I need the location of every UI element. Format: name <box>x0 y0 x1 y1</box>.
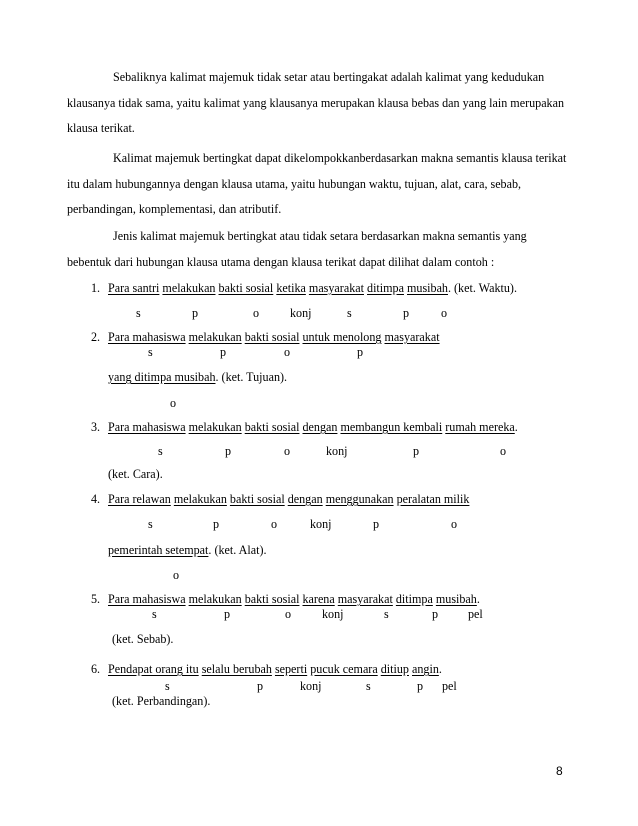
example-number: 2. <box>91 330 101 344</box>
grammatical-role-label: s <box>148 345 153 359</box>
underlined-constituent: seperti <box>274 662 308 676</box>
underlined-constituent: pemerintah setempat <box>108 543 209 557</box>
underlined-constituent: ditiup <box>380 662 409 676</box>
grammatical-role-label: o <box>284 345 291 359</box>
underlined-constituent: membangun kembali <box>340 420 443 434</box>
paragraph-2: Kalimat majemuk bertingkat dapat dikelompokkanberdasarkan makna semantis klausa terikat itu dalam hubungannya dengan klausa utama, yaitu hubungan waktu, tujuan, alat, cara, sebab, perbandingan, komplementasi, dan atributif. <box>67 151 567 216</box>
grammatical-role-label: s <box>158 444 163 458</box>
underlined-constituent: masyarakat <box>384 330 440 344</box>
example-sentence-line <box>108 420 518 435</box>
grammatical-role-label: s <box>152 607 157 621</box>
grammatical-role-label: p <box>373 517 380 531</box>
sentence-text: . <box>514 420 518 434</box>
grammatical-role-label: o <box>253 306 260 320</box>
grammatical-role-label: p <box>432 607 439 621</box>
example-sentence-line <box>108 330 440 345</box>
example-sentence-line <box>112 632 173 647</box>
underlined-constituent: Para mahasiswa <box>108 330 186 344</box>
grammatical-role-label: konj <box>310 517 332 531</box>
grammatical-role-label: konj <box>300 679 322 693</box>
underlined-constituent: peralatan milik <box>396 492 470 506</box>
grammatical-role-label: s <box>384 607 389 621</box>
underlined-constituent: ditimpa <box>367 281 404 295</box>
underlined-constituent: melakukan <box>188 330 242 344</box>
grammatical-role-label: konj <box>322 607 344 621</box>
example-number: 6. <box>91 662 101 676</box>
grammatical-role-label: o <box>500 444 507 458</box>
underlined-constituent: ditimpa <box>395 592 433 606</box>
grammatical-role-label: pel <box>442 679 457 693</box>
underlined-constituent: bakti sosial <box>229 492 285 506</box>
example-sentence-line <box>108 543 267 558</box>
grammatical-role-label: p <box>224 607 231 621</box>
grammatical-role-label: p <box>413 444 420 458</box>
example-sentence-line <box>108 662 442 677</box>
sentence-text: (ket. Sebab). <box>112 632 174 646</box>
sentence-text: . (ket. Waktu). <box>447 281 517 295</box>
grammatical-role-label: s <box>148 517 153 531</box>
grammatical-role-label: s <box>136 306 141 320</box>
underlined-constituent: Para relawan <box>108 492 171 506</box>
grammatical-role-label: o <box>170 396 177 410</box>
grammatical-role-label: o <box>271 517 278 531</box>
underlined-constituent: Pendapat orang itu <box>108 662 199 676</box>
underlined-constituent: melakukan <box>162 281 216 295</box>
sentence-text: . (ket. Tujuan). <box>215 370 288 384</box>
grammatical-role-label: pel <box>468 607 483 621</box>
underlined-constituent: yang ditimpa musibah <box>108 370 216 384</box>
underlined-constituent: karena <box>302 592 335 606</box>
paragraph-3: Jenis kalimat majemuk bertingkat atau tidak setara berdasarkan makna semantis yang bebentuk dari hubungan klausa utama dengan klausa terikat dapat dilihat dalam contoh : <box>67 229 527 269</box>
grammatical-role-label: s <box>347 306 352 320</box>
grammatical-role-label: konj <box>290 306 312 320</box>
grammatical-role-label: s <box>165 679 170 693</box>
page-number: 8 <box>556 764 563 778</box>
underlined-constituent: melakukan <box>188 592 242 606</box>
sentence-text: (ket. Cara). <box>108 467 163 481</box>
underlined-constituent: bakti sosial <box>244 330 300 344</box>
example-sentence-line <box>108 281 517 296</box>
sentence-text: . <box>438 662 442 676</box>
grammatical-role-label: p <box>357 345 364 359</box>
sentence-text: (ket. Perbandingan). <box>112 694 211 708</box>
underlined-constituent: Para mahasiswa <box>108 420 186 434</box>
grammatical-role-label: o <box>285 607 292 621</box>
underlined-constituent: dengan <box>302 420 338 434</box>
grammatical-role-label: p <box>417 679 424 693</box>
example-sentence-line <box>108 467 163 482</box>
underlined-constituent: bakti sosial <box>218 281 274 295</box>
example-sentence-line <box>108 492 469 507</box>
example-number: 1. <box>91 281 101 295</box>
grammatical-role-label: o <box>441 306 448 320</box>
underlined-constituent: untuk menolong <box>302 330 382 344</box>
underlined-constituent: musibah <box>435 592 477 606</box>
example-number: 4. <box>91 492 101 506</box>
underlined-constituent: bakti sosial <box>244 420 300 434</box>
example-number: 3. <box>91 420 101 434</box>
grammatical-role-label: p <box>220 345 227 359</box>
underlined-constituent: dengan <box>287 492 323 506</box>
underlined-constituent: ketika <box>276 281 306 295</box>
grammatical-role-label: o <box>173 568 180 582</box>
sentence-text: . (ket. Alat). <box>208 543 267 557</box>
grammatical-role-label: p <box>213 517 220 531</box>
grammatical-role-label: konj <box>326 444 348 458</box>
underlined-constituent: bakti sosial <box>244 592 300 606</box>
underlined-constituent: masyarakat <box>308 281 364 295</box>
underlined-constituent: selalu berubah <box>201 662 272 676</box>
underlined-constituent: Para mahasiswa <box>108 592 186 606</box>
underlined-constituent: Para santri <box>108 281 160 295</box>
underlined-constituent: musibah <box>407 281 448 295</box>
grammatical-role-label: p <box>192 306 199 320</box>
example-sentence-line <box>108 370 287 385</box>
example-number: 5. <box>91 592 101 606</box>
sentence-text: . <box>476 592 480 606</box>
example-sentence-line <box>108 592 480 607</box>
underlined-constituent: menggunakan <box>325 492 394 506</box>
paragraph-1: Sebaliknya kalimat majemuk tidak setar atau bertingakat adalah kalimat yang kedudukan klausanya tidak sama, yaitu kalimat yang klausanya merupakan klausa bebas dan yang lain merupakan klausa terikat. <box>67 70 565 135</box>
underlined-constituent: melakukan <box>173 492 227 506</box>
grammatical-role-label: p <box>225 444 232 458</box>
underlined-constituent: masyarakat <box>337 592 393 606</box>
underlined-constituent: angin <box>412 662 439 676</box>
example-sentence-line <box>112 694 210 709</box>
underlined-constituent: rumah mereka <box>445 420 515 434</box>
grammatical-role-label: p <box>403 306 410 320</box>
grammatical-role-label: s <box>366 679 371 693</box>
grammatical-role-label: p <box>257 679 264 693</box>
grammatical-role-label: o <box>451 517 458 531</box>
grammatical-role-label: o <box>284 444 291 458</box>
underlined-constituent: melakukan <box>188 420 242 434</box>
underlined-constituent: pucuk cemara <box>310 662 378 676</box>
